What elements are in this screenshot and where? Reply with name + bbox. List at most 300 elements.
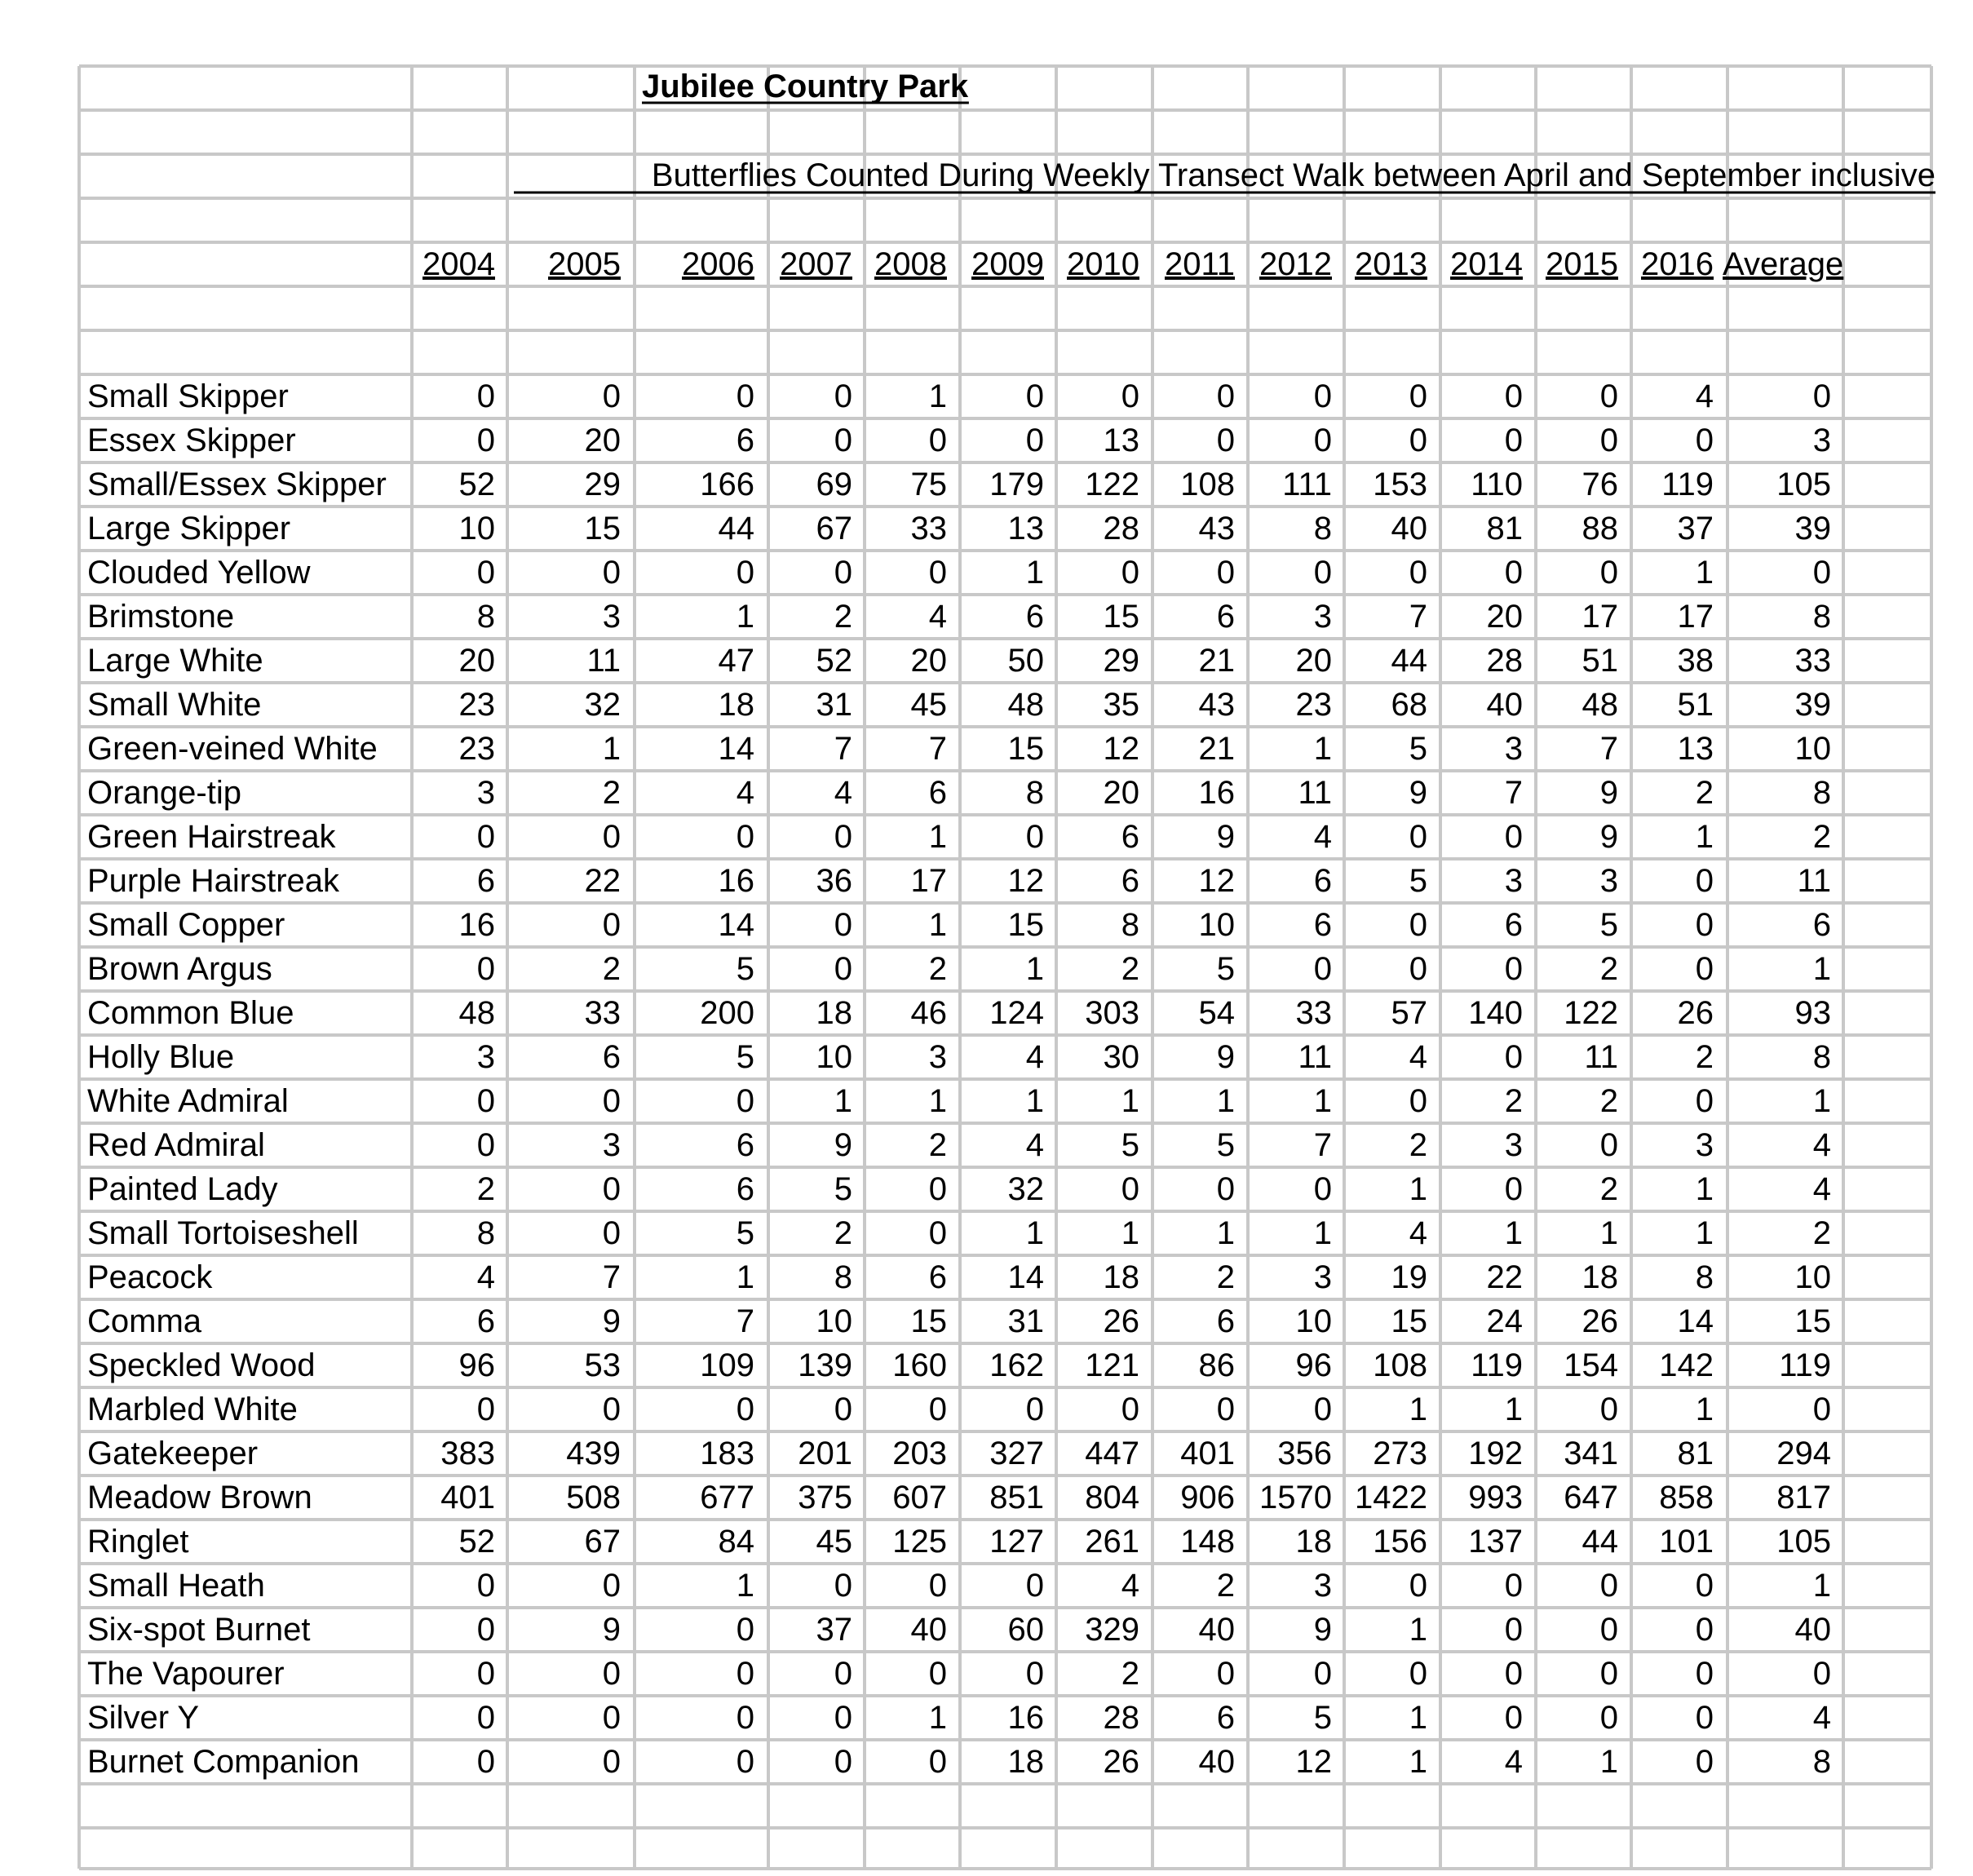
count-cell: 9 bbox=[602, 1612, 621, 1648]
species-name: Green Hairstreak bbox=[87, 819, 336, 855]
species-name: Marbled White bbox=[87, 1392, 298, 1427]
count-cell: 154 bbox=[1564, 1347, 1618, 1383]
count-cell: 14 bbox=[718, 907, 754, 943]
count-cell: 3 bbox=[1313, 1259, 1332, 1295]
count-cell: 0 bbox=[1025, 1656, 1044, 1692]
count-cell: 33 bbox=[910, 511, 947, 546]
count-cell: 2 bbox=[1216, 1568, 1235, 1604]
count-cell: 508 bbox=[566, 1480, 621, 1515]
average-cell: 1 bbox=[1812, 951, 1831, 987]
count-cell: 1 bbox=[1409, 1171, 1427, 1207]
count-cell: 50 bbox=[1007, 643, 1044, 679]
count-cell: 0 bbox=[736, 555, 754, 591]
count-cell: 8 bbox=[1695, 1259, 1714, 1295]
count-cell: 0 bbox=[928, 1171, 947, 1207]
count-cell: 0 bbox=[1025, 423, 1044, 458]
count-cell: 647 bbox=[1564, 1480, 1618, 1515]
count-cell: 20 bbox=[458, 643, 495, 679]
species-name: Green-veined White bbox=[87, 731, 378, 767]
count-cell: 0 bbox=[1313, 423, 1332, 458]
count-cell: 2 bbox=[1216, 1259, 1235, 1295]
count-cell: 2 bbox=[1121, 951, 1139, 987]
count-cell: 0 bbox=[1504, 1612, 1523, 1648]
count-cell: 1 bbox=[736, 1259, 754, 1295]
column-header-year: 2005 bbox=[548, 246, 621, 282]
count-cell: 20 bbox=[910, 643, 947, 679]
count-cell: 0 bbox=[1504, 378, 1523, 414]
count-cell: 0 bbox=[1025, 819, 1044, 855]
count-cell: 142 bbox=[1659, 1347, 1714, 1383]
count-cell: 1 bbox=[1025, 555, 1044, 591]
count-cell: 3 bbox=[1695, 1127, 1714, 1163]
count-cell: 15 bbox=[1391, 1303, 1427, 1339]
count-cell: 0 bbox=[1313, 1656, 1332, 1692]
count-cell: 137 bbox=[1468, 1524, 1523, 1560]
species-name: Orange-tip bbox=[87, 775, 241, 811]
count-cell: 10 bbox=[816, 1039, 852, 1075]
count-cell: 140 bbox=[1468, 995, 1523, 1031]
count-cell: 3 bbox=[1313, 1568, 1332, 1604]
count-cell: 6 bbox=[476, 863, 495, 899]
count-cell: 32 bbox=[1007, 1171, 1044, 1207]
count-cell: 37 bbox=[1677, 511, 1714, 546]
count-cell: 1 bbox=[1313, 1083, 1332, 1119]
count-cell: 0 bbox=[476, 555, 495, 591]
count-cell: 16 bbox=[458, 907, 495, 943]
count-cell: 9 bbox=[1599, 819, 1618, 855]
count-cell: 0 bbox=[476, 378, 495, 414]
average-cell: 4 bbox=[1812, 1127, 1831, 1163]
count-cell: 4 bbox=[1504, 1744, 1523, 1780]
count-cell: 76 bbox=[1581, 467, 1618, 502]
count-cell: 6 bbox=[1313, 863, 1332, 899]
count-cell: 0 bbox=[1504, 1039, 1523, 1075]
count-cell: 14 bbox=[718, 731, 754, 767]
count-cell: 6 bbox=[736, 1171, 754, 1207]
count-cell: 0 bbox=[834, 819, 852, 855]
count-cell: 383 bbox=[440, 1436, 495, 1471]
count-cell: 261 bbox=[1085, 1524, 1139, 1560]
count-cell: 26 bbox=[1103, 1303, 1139, 1339]
count-cell: 0 bbox=[1409, 1083, 1427, 1119]
count-cell: 156 bbox=[1373, 1524, 1427, 1560]
count-cell: 2 bbox=[1121, 1656, 1139, 1692]
count-cell: 15 bbox=[584, 511, 621, 546]
count-cell: 1 bbox=[928, 1700, 947, 1736]
count-cell: 0 bbox=[1695, 1656, 1714, 1692]
count-cell: 439 bbox=[566, 1436, 621, 1471]
count-cell: 23 bbox=[458, 687, 495, 723]
count-cell: 4 bbox=[1025, 1127, 1044, 1163]
average-cell: 10 bbox=[1794, 731, 1831, 767]
count-cell: 122 bbox=[1564, 995, 1618, 1031]
count-cell: 8 bbox=[1313, 511, 1332, 546]
species-name: Brown Argus bbox=[87, 951, 272, 987]
count-cell: 0 bbox=[1504, 1171, 1523, 1207]
count-cell: 0 bbox=[476, 1568, 495, 1604]
count-cell: 401 bbox=[1180, 1436, 1235, 1471]
count-cell: 5 bbox=[1409, 863, 1427, 899]
count-cell: 14 bbox=[1007, 1259, 1044, 1295]
count-cell: 36 bbox=[816, 863, 852, 899]
count-cell: 5 bbox=[1599, 907, 1618, 943]
count-cell: 4 bbox=[736, 775, 754, 811]
species-name: Clouded Yellow bbox=[87, 555, 311, 591]
species-name: Common Blue bbox=[87, 995, 294, 1031]
count-cell: 1 bbox=[928, 1083, 947, 1119]
count-cell: 0 bbox=[1409, 1656, 1427, 1692]
count-cell: 4 bbox=[1409, 1039, 1427, 1075]
count-cell: 0 bbox=[602, 1215, 621, 1251]
count-cell: 0 bbox=[736, 378, 754, 414]
count-cell: 11 bbox=[1584, 1039, 1618, 1075]
average-cell: 0 bbox=[1812, 378, 1831, 414]
average-cell: 119 bbox=[1779, 1347, 1831, 1383]
count-cell: 0 bbox=[602, 555, 621, 591]
count-cell: 1 bbox=[1121, 1083, 1139, 1119]
column-header-year: 2008 bbox=[874, 246, 947, 282]
average-cell: 15 bbox=[1794, 1303, 1831, 1339]
count-cell: 0 bbox=[602, 1700, 621, 1736]
count-cell: 20 bbox=[1103, 775, 1139, 811]
count-cell: 81 bbox=[1486, 511, 1523, 546]
count-cell: 0 bbox=[1599, 1612, 1618, 1648]
count-cell: 0 bbox=[1409, 555, 1427, 591]
count-cell: 1 bbox=[928, 819, 947, 855]
count-cell: 0 bbox=[928, 1215, 947, 1251]
count-cell: 447 bbox=[1085, 1436, 1139, 1471]
count-cell: 0 bbox=[1313, 555, 1332, 591]
count-cell: 40 bbox=[1198, 1612, 1235, 1648]
count-cell: 0 bbox=[1409, 1568, 1427, 1604]
count-cell: 48 bbox=[458, 995, 495, 1031]
count-cell: 3 bbox=[928, 1039, 947, 1075]
count-cell: 35 bbox=[1103, 687, 1139, 723]
count-cell: 1 bbox=[736, 599, 754, 635]
count-cell: 192 bbox=[1468, 1436, 1523, 1471]
average-cell: 8 bbox=[1812, 1744, 1831, 1780]
count-cell: 22 bbox=[584, 863, 621, 899]
count-cell: 8 bbox=[1025, 775, 1044, 811]
count-cell: 15 bbox=[1007, 731, 1044, 767]
count-cell: 6 bbox=[602, 1039, 621, 1075]
count-cell: 19 bbox=[1391, 1259, 1427, 1295]
species-name: Small Copper bbox=[87, 907, 285, 943]
count-cell: 6 bbox=[736, 1127, 754, 1163]
count-cell: 0 bbox=[602, 1392, 621, 1427]
count-cell: 26 bbox=[1581, 1303, 1618, 1339]
count-cell: 0 bbox=[1504, 555, 1523, 591]
count-cell: 4 bbox=[1695, 378, 1714, 414]
species-name: White Admiral bbox=[87, 1083, 289, 1119]
count-cell: 2 bbox=[476, 1171, 495, 1207]
count-cell: 5 bbox=[1121, 1127, 1139, 1163]
count-cell: 45 bbox=[816, 1524, 852, 1560]
average-cell: 33 bbox=[1794, 643, 1831, 679]
count-cell: 273 bbox=[1373, 1436, 1427, 1471]
count-cell: 5 bbox=[1409, 731, 1427, 767]
count-cell: 0 bbox=[1409, 423, 1427, 458]
count-cell: 7 bbox=[1313, 1127, 1332, 1163]
count-cell: 0 bbox=[834, 1392, 852, 1427]
count-cell: 0 bbox=[1695, 1083, 1714, 1119]
count-cell: 0 bbox=[476, 1083, 495, 1119]
count-cell: 2 bbox=[928, 1127, 947, 1163]
count-cell: 0 bbox=[602, 1744, 621, 1780]
count-cell: 3 bbox=[476, 1039, 495, 1075]
species-name: Small Heath bbox=[87, 1568, 265, 1604]
count-cell: 0 bbox=[602, 1656, 621, 1692]
count-cell: 15 bbox=[1007, 907, 1044, 943]
count-cell: 43 bbox=[1198, 511, 1235, 546]
count-cell: 18 bbox=[1103, 1259, 1139, 1295]
count-cell: 52 bbox=[458, 1524, 495, 1560]
species-name: Essex Skipper bbox=[87, 423, 296, 458]
count-cell: 81 bbox=[1677, 1436, 1714, 1471]
count-cell: 4 bbox=[1313, 819, 1332, 855]
count-cell: 7 bbox=[834, 731, 852, 767]
count-cell: 0 bbox=[1121, 1171, 1139, 1207]
count-cell: 0 bbox=[1409, 951, 1427, 987]
count-cell: 6 bbox=[1216, 1700, 1235, 1736]
count-cell: 38 bbox=[1677, 643, 1714, 679]
average-cell: 3 bbox=[1812, 423, 1831, 458]
column-header-year: 2013 bbox=[1355, 246, 1427, 282]
count-cell: 0 bbox=[736, 1083, 754, 1119]
species-name: Large Skipper bbox=[87, 511, 291, 546]
count-cell: 10 bbox=[458, 511, 495, 546]
count-cell: 0 bbox=[736, 1744, 754, 1780]
count-cell: 2 bbox=[1695, 775, 1714, 811]
count-cell: 5 bbox=[1216, 1127, 1235, 1163]
count-cell: 0 bbox=[1599, 378, 1618, 414]
count-cell: 1 bbox=[1409, 1392, 1427, 1427]
count-cell: 16 bbox=[1007, 1700, 1044, 1736]
count-cell: 29 bbox=[1103, 643, 1139, 679]
count-cell: 139 bbox=[798, 1347, 852, 1383]
count-cell: 0 bbox=[476, 1700, 495, 1736]
count-cell: 20 bbox=[1295, 643, 1332, 679]
species-name: Painted Lady bbox=[87, 1171, 278, 1207]
column-header-year: 2010 bbox=[1067, 246, 1139, 282]
count-cell: 0 bbox=[1313, 951, 1332, 987]
count-cell: 12 bbox=[1103, 731, 1139, 767]
count-cell: 200 bbox=[700, 995, 754, 1031]
count-cell: 203 bbox=[892, 1436, 947, 1471]
count-cell: 6 bbox=[1121, 863, 1139, 899]
count-cell: 2 bbox=[928, 951, 947, 987]
count-cell: 0 bbox=[1216, 378, 1235, 414]
count-cell: 1 bbox=[1025, 1083, 1044, 1119]
count-cell: 0 bbox=[1695, 1612, 1714, 1648]
count-cell: 0 bbox=[928, 1744, 947, 1780]
count-cell: 0 bbox=[1313, 378, 1332, 414]
count-cell: 17 bbox=[910, 863, 947, 899]
count-cell: 26 bbox=[1103, 1744, 1139, 1780]
count-cell: 4 bbox=[928, 599, 947, 635]
count-cell: 119 bbox=[1661, 467, 1714, 502]
count-cell: 45 bbox=[910, 687, 947, 723]
count-cell: 0 bbox=[1216, 423, 1235, 458]
count-cell: 0 bbox=[476, 819, 495, 855]
species-name: Small White bbox=[87, 687, 262, 723]
count-cell: 8 bbox=[1121, 907, 1139, 943]
average-cell: 93 bbox=[1794, 995, 1831, 1031]
count-cell: 0 bbox=[834, 1700, 852, 1736]
count-cell: 0 bbox=[1409, 378, 1427, 414]
count-cell: 33 bbox=[1295, 995, 1332, 1031]
column-header-year: 2012 bbox=[1259, 246, 1332, 282]
count-cell: 6 bbox=[1216, 599, 1235, 635]
count-cell: 341 bbox=[1564, 1436, 1618, 1471]
count-cell: 121 bbox=[1085, 1347, 1139, 1383]
count-cell: 37 bbox=[816, 1612, 852, 1648]
count-cell: 9 bbox=[1409, 775, 1427, 811]
count-cell: 6 bbox=[1216, 1303, 1235, 1339]
species-name: Burnet Companion bbox=[87, 1744, 360, 1780]
count-cell: 9 bbox=[1313, 1612, 1332, 1648]
count-cell: 0 bbox=[1695, 863, 1714, 899]
count-cell: 8 bbox=[476, 1215, 495, 1251]
count-cell: 40 bbox=[910, 1612, 947, 1648]
count-cell: 851 bbox=[989, 1480, 1044, 1515]
count-cell: 1 bbox=[928, 907, 947, 943]
count-cell: 607 bbox=[892, 1480, 947, 1515]
average-cell: 11 bbox=[1797, 863, 1831, 899]
count-cell: 22 bbox=[1486, 1259, 1523, 1295]
count-cell: 0 bbox=[1409, 907, 1427, 943]
column-header-year: 2016 bbox=[1641, 246, 1714, 282]
count-cell: 0 bbox=[1313, 1171, 1332, 1207]
count-cell: 5 bbox=[736, 951, 754, 987]
count-cell: 13 bbox=[1007, 511, 1044, 546]
count-cell: 52 bbox=[458, 467, 495, 502]
count-cell: 0 bbox=[928, 1568, 947, 1604]
count-cell: 1 bbox=[1504, 1392, 1523, 1427]
count-cell: 18 bbox=[1007, 1744, 1044, 1780]
count-cell: 0 bbox=[476, 1656, 495, 1692]
count-cell: 32 bbox=[584, 687, 621, 723]
count-cell: 0 bbox=[602, 378, 621, 414]
count-cell: 2 bbox=[602, 775, 621, 811]
count-cell: 26 bbox=[1677, 995, 1714, 1031]
count-cell: 40 bbox=[1198, 1744, 1235, 1780]
average-cell: 2 bbox=[1812, 819, 1831, 855]
count-cell: 183 bbox=[700, 1436, 754, 1471]
sheet-subtitle: Butterflies Counted During Weekly Transect Walk between April and September inclusive bbox=[651, 157, 1935, 193]
count-cell: 375 bbox=[798, 1480, 852, 1515]
count-cell: 2 bbox=[1409, 1127, 1427, 1163]
count-cell: 0 bbox=[1504, 1568, 1523, 1604]
count-cell: 2 bbox=[1599, 1171, 1618, 1207]
count-cell: 0 bbox=[928, 555, 947, 591]
count-cell: 0 bbox=[736, 819, 754, 855]
count-cell: 6 bbox=[1504, 907, 1523, 943]
count-cell: 4 bbox=[1121, 1568, 1139, 1604]
count-cell: 0 bbox=[928, 1392, 947, 1427]
count-cell: 1 bbox=[1409, 1612, 1427, 1648]
count-cell: 67 bbox=[816, 511, 852, 546]
average-cell: 0 bbox=[1812, 1392, 1831, 1427]
count-cell: 4 bbox=[476, 1259, 495, 1295]
count-cell: 96 bbox=[458, 1347, 495, 1383]
count-cell: 8 bbox=[476, 599, 495, 635]
count-cell: 127 bbox=[989, 1524, 1044, 1560]
count-cell: 0 bbox=[1025, 378, 1044, 414]
count-cell: 124 bbox=[989, 995, 1044, 1031]
count-cell: 101 bbox=[1659, 1524, 1714, 1560]
count-cell: 17 bbox=[1677, 599, 1714, 635]
count-cell: 5 bbox=[1313, 1700, 1332, 1736]
count-cell: 52 bbox=[816, 643, 852, 679]
count-cell: 0 bbox=[834, 378, 852, 414]
count-cell: 0 bbox=[736, 1612, 754, 1648]
count-cell: 1 bbox=[1313, 1215, 1332, 1251]
count-cell: 0 bbox=[1695, 423, 1714, 458]
count-cell: 2 bbox=[1599, 951, 1618, 987]
count-cell: 1 bbox=[736, 1568, 754, 1604]
count-cell: 9 bbox=[602, 1303, 621, 1339]
count-cell: 1 bbox=[1025, 1215, 1044, 1251]
average-cell: 39 bbox=[1794, 511, 1831, 546]
count-cell: 7 bbox=[928, 731, 947, 767]
species-name: Small/Essex Skipper bbox=[87, 467, 387, 502]
count-cell: 3 bbox=[476, 775, 495, 811]
count-cell: 0 bbox=[1695, 951, 1714, 987]
count-cell: 0 bbox=[928, 423, 947, 458]
count-cell: 0 bbox=[1695, 1700, 1714, 1736]
count-cell: 2 bbox=[1599, 1083, 1618, 1119]
species-name: Comma bbox=[87, 1303, 202, 1339]
count-cell: 15 bbox=[1103, 599, 1139, 635]
count-cell: 7 bbox=[1409, 599, 1427, 635]
count-cell: 11 bbox=[1298, 1039, 1332, 1075]
count-cell: 0 bbox=[1599, 1392, 1618, 1427]
count-cell: 10 bbox=[816, 1303, 852, 1339]
count-cell: 148 bbox=[1180, 1524, 1235, 1560]
column-header-year: 2006 bbox=[682, 246, 754, 282]
column-header-year: 2014 bbox=[1450, 246, 1523, 282]
count-cell: 858 bbox=[1659, 1480, 1714, 1515]
count-cell: 677 bbox=[700, 1480, 754, 1515]
count-cell: 327 bbox=[989, 1436, 1044, 1471]
count-cell: 3 bbox=[1504, 1127, 1523, 1163]
count-cell: 51 bbox=[1677, 687, 1714, 723]
count-cell: 1 bbox=[1504, 1215, 1523, 1251]
count-cell: 0 bbox=[476, 1127, 495, 1163]
count-cell: 6 bbox=[928, 1259, 947, 1295]
count-cell: 0 bbox=[476, 1744, 495, 1780]
count-cell: 57 bbox=[1391, 995, 1427, 1031]
count-cell: 5 bbox=[1216, 951, 1235, 987]
grid-lines bbox=[79, 66, 1931, 1869]
count-cell: 0 bbox=[1695, 1744, 1714, 1780]
count-cell: 3 bbox=[1504, 863, 1523, 899]
count-cell: 1 bbox=[1695, 1392, 1714, 1427]
count-cell: 0 bbox=[1599, 1700, 1618, 1736]
count-cell: 1 bbox=[602, 731, 621, 767]
count-cell: 0 bbox=[736, 1656, 754, 1692]
count-cell: 0 bbox=[602, 1083, 621, 1119]
count-cell: 0 bbox=[736, 1392, 754, 1427]
count-cell: 110 bbox=[1471, 467, 1523, 502]
count-cell: 125 bbox=[892, 1524, 947, 1560]
count-cell: 5 bbox=[736, 1039, 754, 1075]
count-cell: 13 bbox=[1677, 731, 1714, 767]
count-cell: 111 bbox=[1282, 467, 1332, 502]
count-cell: 356 bbox=[1277, 1436, 1332, 1471]
count-cell: 0 bbox=[1695, 907, 1714, 943]
